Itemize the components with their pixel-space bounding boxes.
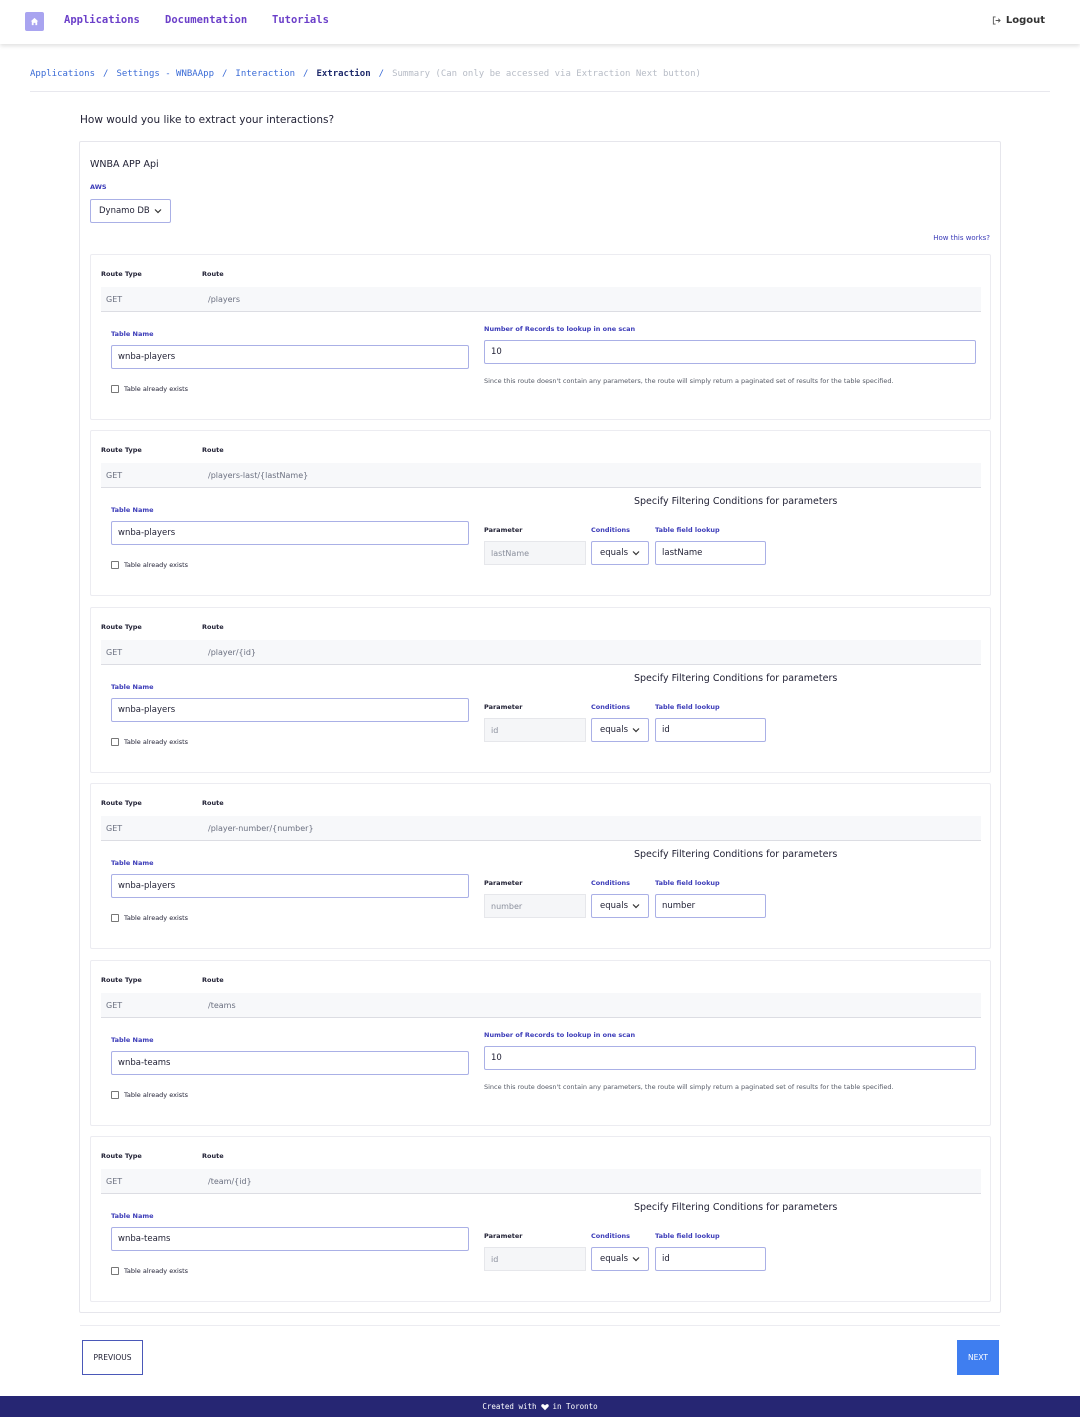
condition-select-value: equals (600, 725, 629, 735)
route-method: GET (106, 1001, 123, 1010)
next-button[interactable]: NEXT (957, 1340, 999, 1375)
condition-select-value: equals (600, 901, 629, 911)
route-method: GET (106, 824, 123, 833)
route-section (90, 607, 991, 773)
table-exists-option[interactable] (111, 561, 188, 569)
table-exists-checkbox[interactable] (111, 914, 119, 922)
route-row (101, 463, 981, 488)
records-label: Number of Records to lookup in one scan (484, 325, 636, 333)
table-exists-checkbox[interactable] (111, 738, 119, 746)
table-exists-option[interactable] (111, 1091, 188, 1099)
route-path: /teams (208, 1001, 236, 1010)
route-path: /player/{id} (208, 648, 257, 657)
route-section (90, 960, 991, 1126)
route-path: /players (208, 295, 241, 304)
route-type-header: Route Type (101, 799, 142, 807)
parameter-field: number (484, 894, 586, 918)
parameter-field: lastName (484, 541, 586, 565)
condition-select-value: equals (600, 1254, 629, 1264)
chevron-down-icon (631, 1254, 641, 1264)
previous-button[interactable]: PREVIOUS (82, 1340, 143, 1375)
table-exists-option[interactable] (111, 1267, 188, 1275)
table-exists-option[interactable] (111, 385, 188, 393)
table-exists-checkbox[interactable] (111, 385, 119, 393)
table-exists-label: Table already exists (124, 1091, 189, 1099)
chevron-down-icon (631, 548, 641, 558)
breadcrumb-separator: / (378, 69, 385, 79)
breadcrumb-extraction: Extraction (316, 69, 371, 79)
route-section (90, 1136, 991, 1302)
field-lookup-label: Table field lookup (655, 879, 720, 887)
route-type-header: Route Type (101, 976, 142, 984)
route-header: Route (202, 799, 224, 807)
table-name-input[interactable]: wnba-players (111, 521, 469, 545)
table-exists-label: Table already exists (124, 385, 189, 393)
heart-icon (541, 1403, 549, 1411)
condition-select[interactable] (591, 541, 649, 565)
route-header: Route (202, 270, 224, 278)
conditions-label: Conditions (591, 879, 631, 887)
logout-button[interactable] (992, 15, 1045, 26)
condition-select-value: equals (600, 548, 629, 558)
breadcrumb-divider (30, 91, 1050, 92)
condition-select[interactable] (591, 718, 649, 742)
nav-tutorials[interactable]: Tutorials (272, 14, 329, 26)
table-name-label: Table Name (111, 506, 154, 514)
records-label: Number of Records to lookup in one scan (484, 1031, 636, 1039)
nav-applications[interactable]: Applications (64, 14, 140, 26)
table-name-input[interactable]: wnba-teams (111, 1051, 469, 1075)
conditions-label: Conditions (591, 703, 631, 711)
chevron-down-icon (631, 725, 641, 735)
route-hint: Since this route doesn't contain any parameters, the route will simply return a paginated set of results for the table specified. (484, 1083, 894, 1091)
route-row (101, 993, 981, 1018)
extraction-card (79, 141, 1001, 1313)
logout-label: Logout (1005, 15, 1045, 26)
filter-title: Specify Filtering Conditions for parameters (634, 496, 838, 507)
conditions-label: Conditions (591, 1232, 631, 1240)
route-type-header: Route Type (101, 446, 142, 454)
home-button[interactable] (25, 12, 44, 31)
table-name-label: Table Name (111, 683, 154, 691)
route-method: GET (106, 295, 123, 304)
breadcrumb-separator: / (103, 69, 109, 79)
filter-title: Specify Filtering Conditions for parameters (634, 673, 838, 684)
table-exists-label: Table already exists (124, 1267, 189, 1275)
field-lookup-label: Table field lookup (655, 1232, 720, 1240)
parameter-field: id (484, 1247, 586, 1271)
table-exists-label: Table already exists (124, 738, 189, 746)
breadcrumb-separator: / (222, 69, 228, 79)
table-exists-checkbox[interactable] (111, 1267, 119, 1275)
filter-title: Specify Filtering Conditions for parameters (634, 849, 838, 860)
route-row (101, 640, 981, 665)
route-hint: Since this route doesn't contain any parameters, the route will simply return a paginated set of results for the table specified. (484, 377, 894, 385)
route-type-header: Route Type (101, 270, 142, 278)
table-exists-checkbox[interactable] (111, 1091, 119, 1099)
footer-text-after: in Toronto (552, 1402, 598, 1411)
api-title: WNBA APP Api (90, 159, 159, 170)
table-name-label: Table Name (111, 859, 154, 867)
route-path: /team/{id} (208, 1177, 252, 1186)
provider-select[interactable] (90, 199, 171, 223)
provider-label: AWS (90, 183, 107, 191)
breadcrumb (30, 69, 701, 79)
table-name-input[interactable]: wnba-players (111, 698, 469, 722)
breadcrumb-applications[interactable]: Applications (30, 69, 96, 79)
route-section (90, 254, 991, 420)
parameter-label: Parameter (484, 879, 523, 887)
route-row (101, 816, 981, 841)
table-name-label: Table Name (111, 1212, 154, 1220)
route-header: Route (202, 976, 224, 984)
route-path: /players-last/{lastName} (208, 471, 309, 480)
route-header: Route (202, 446, 224, 454)
page-question: How would you like to extract your interactions? (80, 114, 335, 126)
condition-select[interactable] (591, 1247, 649, 1271)
condition-select[interactable] (591, 894, 649, 918)
nav-documentation[interactable]: Documentation (165, 14, 248, 26)
footer-text-before: Created with (482, 1402, 537, 1411)
breadcrumb-settings[interactable]: Settings - WNBAApp (116, 69, 214, 79)
logout-icon (992, 16, 1001, 25)
top-navbar (0, 0, 1080, 44)
route-row (101, 1169, 981, 1194)
field-lookup-input[interactable]: id (655, 1247, 766, 1271)
table-name-input[interactable]: wnba-players (111, 874, 469, 898)
home-icon (30, 17, 39, 26)
footer (0, 1396, 1080, 1417)
table-exists-label: Table already exists (124, 561, 189, 569)
parameter-label: Parameter (484, 703, 523, 711)
table-exists-checkbox[interactable] (111, 561, 119, 569)
table-name-label: Table Name (111, 330, 154, 338)
route-header: Route (202, 1152, 224, 1160)
parameter-label: Parameter (484, 1232, 523, 1240)
filter-title: Specify Filtering Conditions for parameters (634, 1202, 838, 1213)
route-path: /player-number/{number} (208, 824, 314, 833)
field-lookup-input[interactable]: number (655, 894, 766, 918)
bottom-divider (80, 1325, 1000, 1326)
chevron-down-icon (153, 206, 163, 216)
table-exists-option[interactable] (111, 914, 188, 922)
field-lookup-input[interactable]: lastName (655, 541, 766, 565)
route-section (90, 783, 991, 949)
breadcrumb-separator: / (303, 69, 309, 79)
field-lookup-input[interactable]: id (655, 718, 766, 742)
route-section (90, 430, 991, 596)
route-row (101, 287, 981, 312)
parameter-field: id (484, 718, 586, 742)
records-input[interactable]: 10 (484, 1046, 976, 1070)
conditions-label: Conditions (591, 526, 631, 534)
table-exists-option[interactable] (111, 738, 188, 746)
route-type-header: Route Type (101, 1152, 142, 1160)
field-lookup-label: Table field lookup (655, 703, 720, 711)
chevron-down-icon (631, 901, 641, 911)
route-method: GET (106, 471, 123, 480)
table-name-input[interactable]: wnba-players (111, 345, 469, 369)
breadcrumb-summary: Summary (Can only be accessed via Extraction Next button) (392, 69, 701, 79)
how-this-works-link[interactable]: How this works? (933, 234, 990, 242)
table-name-label: Table Name (111, 1036, 154, 1044)
route-header: Route (202, 623, 224, 631)
table-exists-label: Table already exists (124, 914, 189, 922)
route-method: GET (106, 648, 123, 657)
parameter-label: Parameter (484, 526, 523, 534)
provider-select-value: Dynamo DB (99, 206, 150, 216)
breadcrumb-interaction[interactable]: Interaction (235, 69, 296, 79)
field-lookup-label: Table field lookup (655, 526, 720, 534)
route-method: GET (106, 1177, 123, 1186)
records-input[interactable]: 10 (484, 340, 976, 364)
table-name-input[interactable]: wnba-teams (111, 1227, 469, 1251)
route-type-header: Route Type (101, 623, 142, 631)
